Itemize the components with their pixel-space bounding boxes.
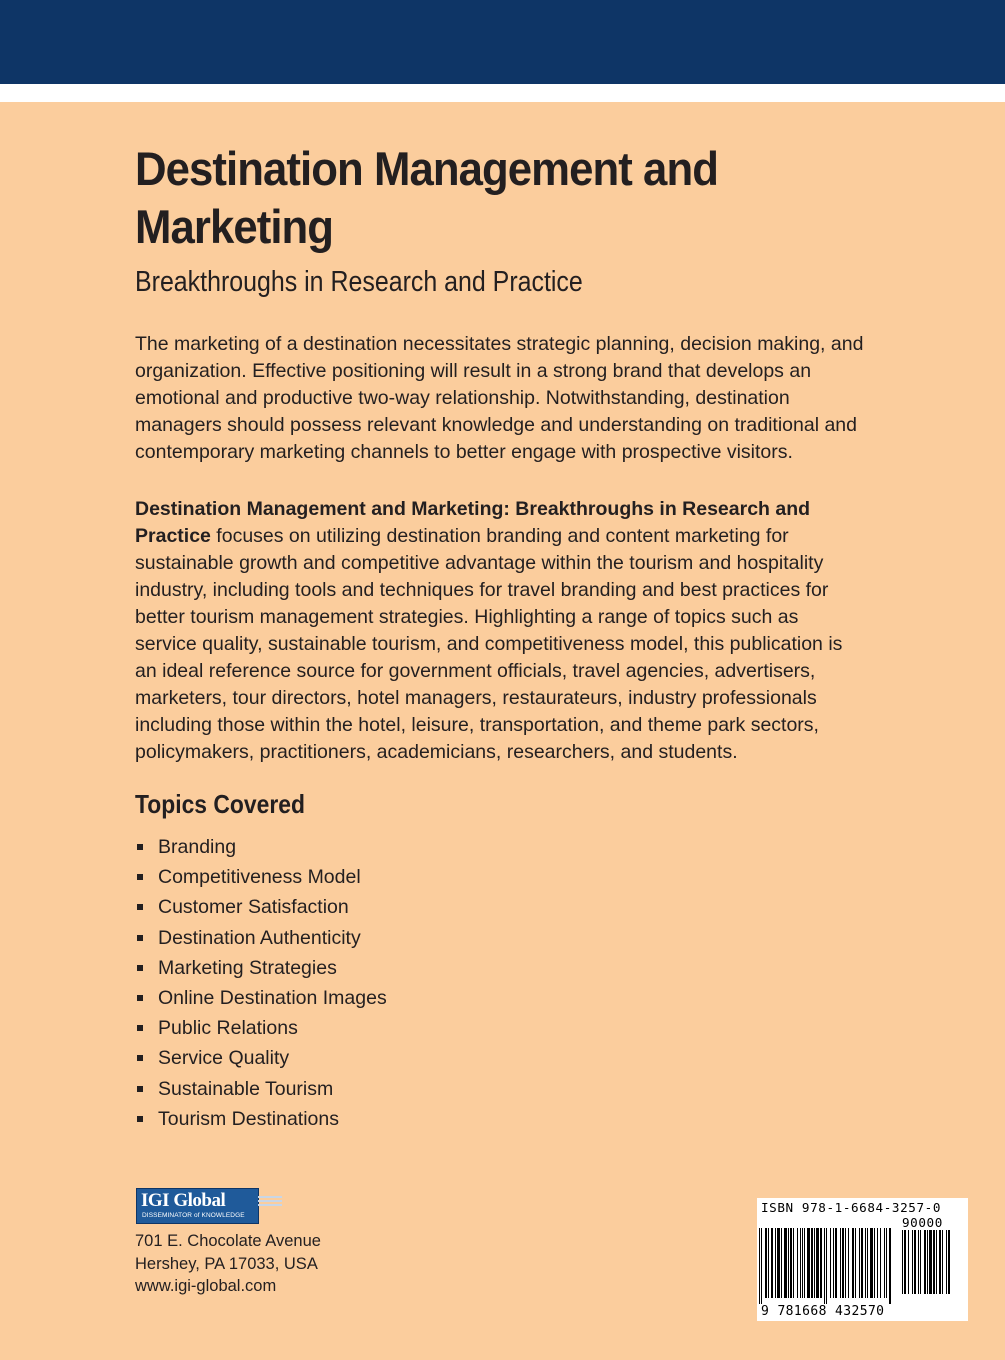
topic-item: [135, 892, 387, 922]
barcode-bar: [781, 1228, 782, 1298]
igi-global-logo: [136, 1188, 259, 1224]
barcode-bar: [861, 1228, 863, 1298]
square-bullet-icon: [137, 1025, 143, 1031]
topic-item: [135, 953, 387, 983]
topics-list: [135, 832, 387, 1134]
price-code: 90000: [902, 1215, 943, 1230]
barcode-bar: [848, 1228, 849, 1298]
barcode-bar: [908, 1230, 909, 1294]
barcode-bar: [788, 1228, 789, 1298]
barcode-bar: [759, 1228, 760, 1304]
description-paragraph-2: [135, 496, 865, 766]
topic-item: [135, 1074, 387, 1104]
barcode-bar: [914, 1230, 916, 1294]
barcode-bar: [840, 1228, 841, 1298]
description-paragraph-1: The marketing of a destination necessitates strategic planning, decision making, and organization. Effective positioning will result in a strong brand that develops an emotional and productive two-way relationship. Notwithstanding, destination managers should possess relevant knowledge and understanding on traditional and contemporary marketing channels to better engage with prospective visitors.: [135, 333, 864, 463]
barcode-bar: [807, 1228, 810, 1298]
book-subtitle: Breakthroughs in Research and Practice: [135, 266, 583, 298]
topic-label: Sustainable Tourism: [158, 1077, 334, 1100]
book-title: Destination Management and Marketing: [135, 142, 718, 253]
topic-label: Marketing Strategies: [158, 956, 337, 979]
barcode-bar: [929, 1230, 932, 1294]
barcode-bar: [852, 1228, 854, 1298]
barcode-bar: [784, 1228, 787, 1298]
barcode-bar: [855, 1228, 856, 1298]
square-bullet-icon: [137, 935, 143, 941]
isbn-barcode: [757, 1198, 968, 1321]
barcode-bar: [948, 1230, 950, 1294]
barcode-bar: [830, 1228, 831, 1298]
topic-label: Destination Authenticity: [158, 926, 361, 949]
topic-label: Tourism Destinations: [158, 1107, 339, 1130]
barcode-bar: [824, 1228, 825, 1304]
topics-heading: Topics Covered: [135, 789, 305, 819]
barcode-bar: [842, 1228, 844, 1298]
address-street: 701 E. Chocolate Avenue: [135, 1232, 321, 1250]
barcode-bar: [771, 1228, 773, 1298]
barcode-bar: [765, 1228, 767, 1298]
barcode-bar: [874, 1228, 875, 1298]
barcode-bar: [814, 1228, 815, 1298]
barcode-bar: [920, 1230, 921, 1294]
barcode-bar: [870, 1228, 873, 1298]
barcode-bar: [904, 1230, 906, 1294]
topic-label: Competitiveness Model: [158, 866, 361, 889]
description-book-title-bold: Destination Management and Marketing: Breakthroughs in Research and Practice: [135, 498, 811, 547]
barcode-bar: [924, 1230, 926, 1294]
square-bullet-icon: [137, 904, 143, 910]
square-bullet-icon: [137, 965, 143, 971]
barcode-bar: [777, 1228, 780, 1298]
topic-item: [135, 1043, 387, 1073]
barcode-bar: [800, 1228, 801, 1298]
barcode-bar: [811, 1228, 813, 1298]
barcode-bar: [912, 1230, 913, 1294]
topic-label: Public Relations: [158, 1017, 298, 1040]
topic-label: Online Destination Images: [158, 986, 387, 1009]
square-bullet-icon: [137, 1116, 143, 1122]
barcode-bar: [833, 1228, 834, 1298]
square-bullet-icon: [137, 874, 143, 880]
logo-tagline: DISSEMINATOR of KNOWLEDGE: [142, 1212, 245, 1219]
topic-item: [135, 983, 387, 1013]
logo-name: IGI Global: [141, 1190, 226, 1211]
topic-label: Branding: [158, 836, 237, 858]
barcode-bar: [927, 1230, 928, 1294]
topic-item: [135, 1104, 387, 1134]
barcode-bar: [942, 1230, 943, 1294]
barcode-bar: [761, 1228, 762, 1304]
barcode-bar: [802, 1228, 803, 1298]
barcode-bar: [889, 1228, 891, 1304]
description-paragraph-2-text: focuses on utilizing destination branding and content marketing for sustainable growth and competitive advantage within the tourism and hospitality industry, including tools and techniques for travel branding and best practices for better tourism management strategies. Highlighting a range of topics such as service quality, sustainable tourism, and competitiveness model, this publication is an ideal reference source for government officials, travel agencies, advertisers, marketers, tour directors, hotel managers, restaurateurs, industry professionals including those within the hotel, leisure, transportation, and theme park sectors, policymakers, practitioners, academicians, researchers, and students.: [135, 525, 843, 763]
barcode-bar: [835, 1228, 837, 1298]
barcode-bar: [902, 1230, 903, 1294]
top-color-band: [0, 0, 1005, 84]
ean-barcode-bars: [759, 1228, 899, 1304]
logo-stripes-icon: [258, 1195, 282, 1209]
publisher-website: www.igi-global.com: [135, 1277, 277, 1295]
barcode-bar: [877, 1228, 878, 1298]
barcode-bar: [793, 1228, 794, 1298]
barcode-bar: [826, 1228, 827, 1304]
barcode-bar: [936, 1230, 937, 1294]
barcode-bar: [946, 1230, 947, 1294]
barcode-bar: [859, 1228, 860, 1298]
barcode-bar: [816, 1228, 819, 1298]
barcode-bar: [867, 1228, 868, 1298]
barcode-bar: [790, 1228, 792, 1298]
barcode-bar: [804, 1228, 805, 1298]
ean-number: 9 781668 432570: [761, 1304, 885, 1319]
barcode-bar: [845, 1228, 846, 1298]
barcode-bar: [933, 1230, 935, 1294]
barcode-bar: [865, 1228, 866, 1298]
isbn-label: ISBN 978-1-6684-3257-0: [761, 1200, 942, 1215]
publisher-address: [135, 1230, 321, 1298]
barcode-bar: [886, 1228, 887, 1298]
topic-label: Service Quality: [158, 1047, 290, 1070]
barcode-bar: [775, 1228, 776, 1298]
white-divider-strip: [0, 84, 1005, 102]
barcode-bar: [880, 1228, 881, 1298]
square-bullet-icon: [137, 995, 143, 1001]
addon-barcode-bars: [902, 1230, 966, 1300]
barcode-bar: [820, 1228, 822, 1298]
barcode-bar: [918, 1230, 919, 1294]
square-bullet-icon: [137, 1086, 143, 1092]
address-city: Hershey, PA 17033, USA: [135, 1254, 318, 1273]
barcode-bar: [939, 1230, 941, 1294]
barcode-bar: [768, 1228, 769, 1298]
topic-item: [135, 862, 387, 892]
square-bullet-icon: [137, 844, 143, 850]
barcode-bar: [797, 1228, 798, 1298]
topic-item: [135, 832, 387, 862]
topic-item: [135, 1013, 387, 1043]
barcode-bar: [884, 1228, 885, 1298]
topic-item: [135, 923, 387, 953]
topic-label: Customer Satisfaction: [158, 896, 349, 919]
square-bullet-icon: [137, 1055, 143, 1061]
